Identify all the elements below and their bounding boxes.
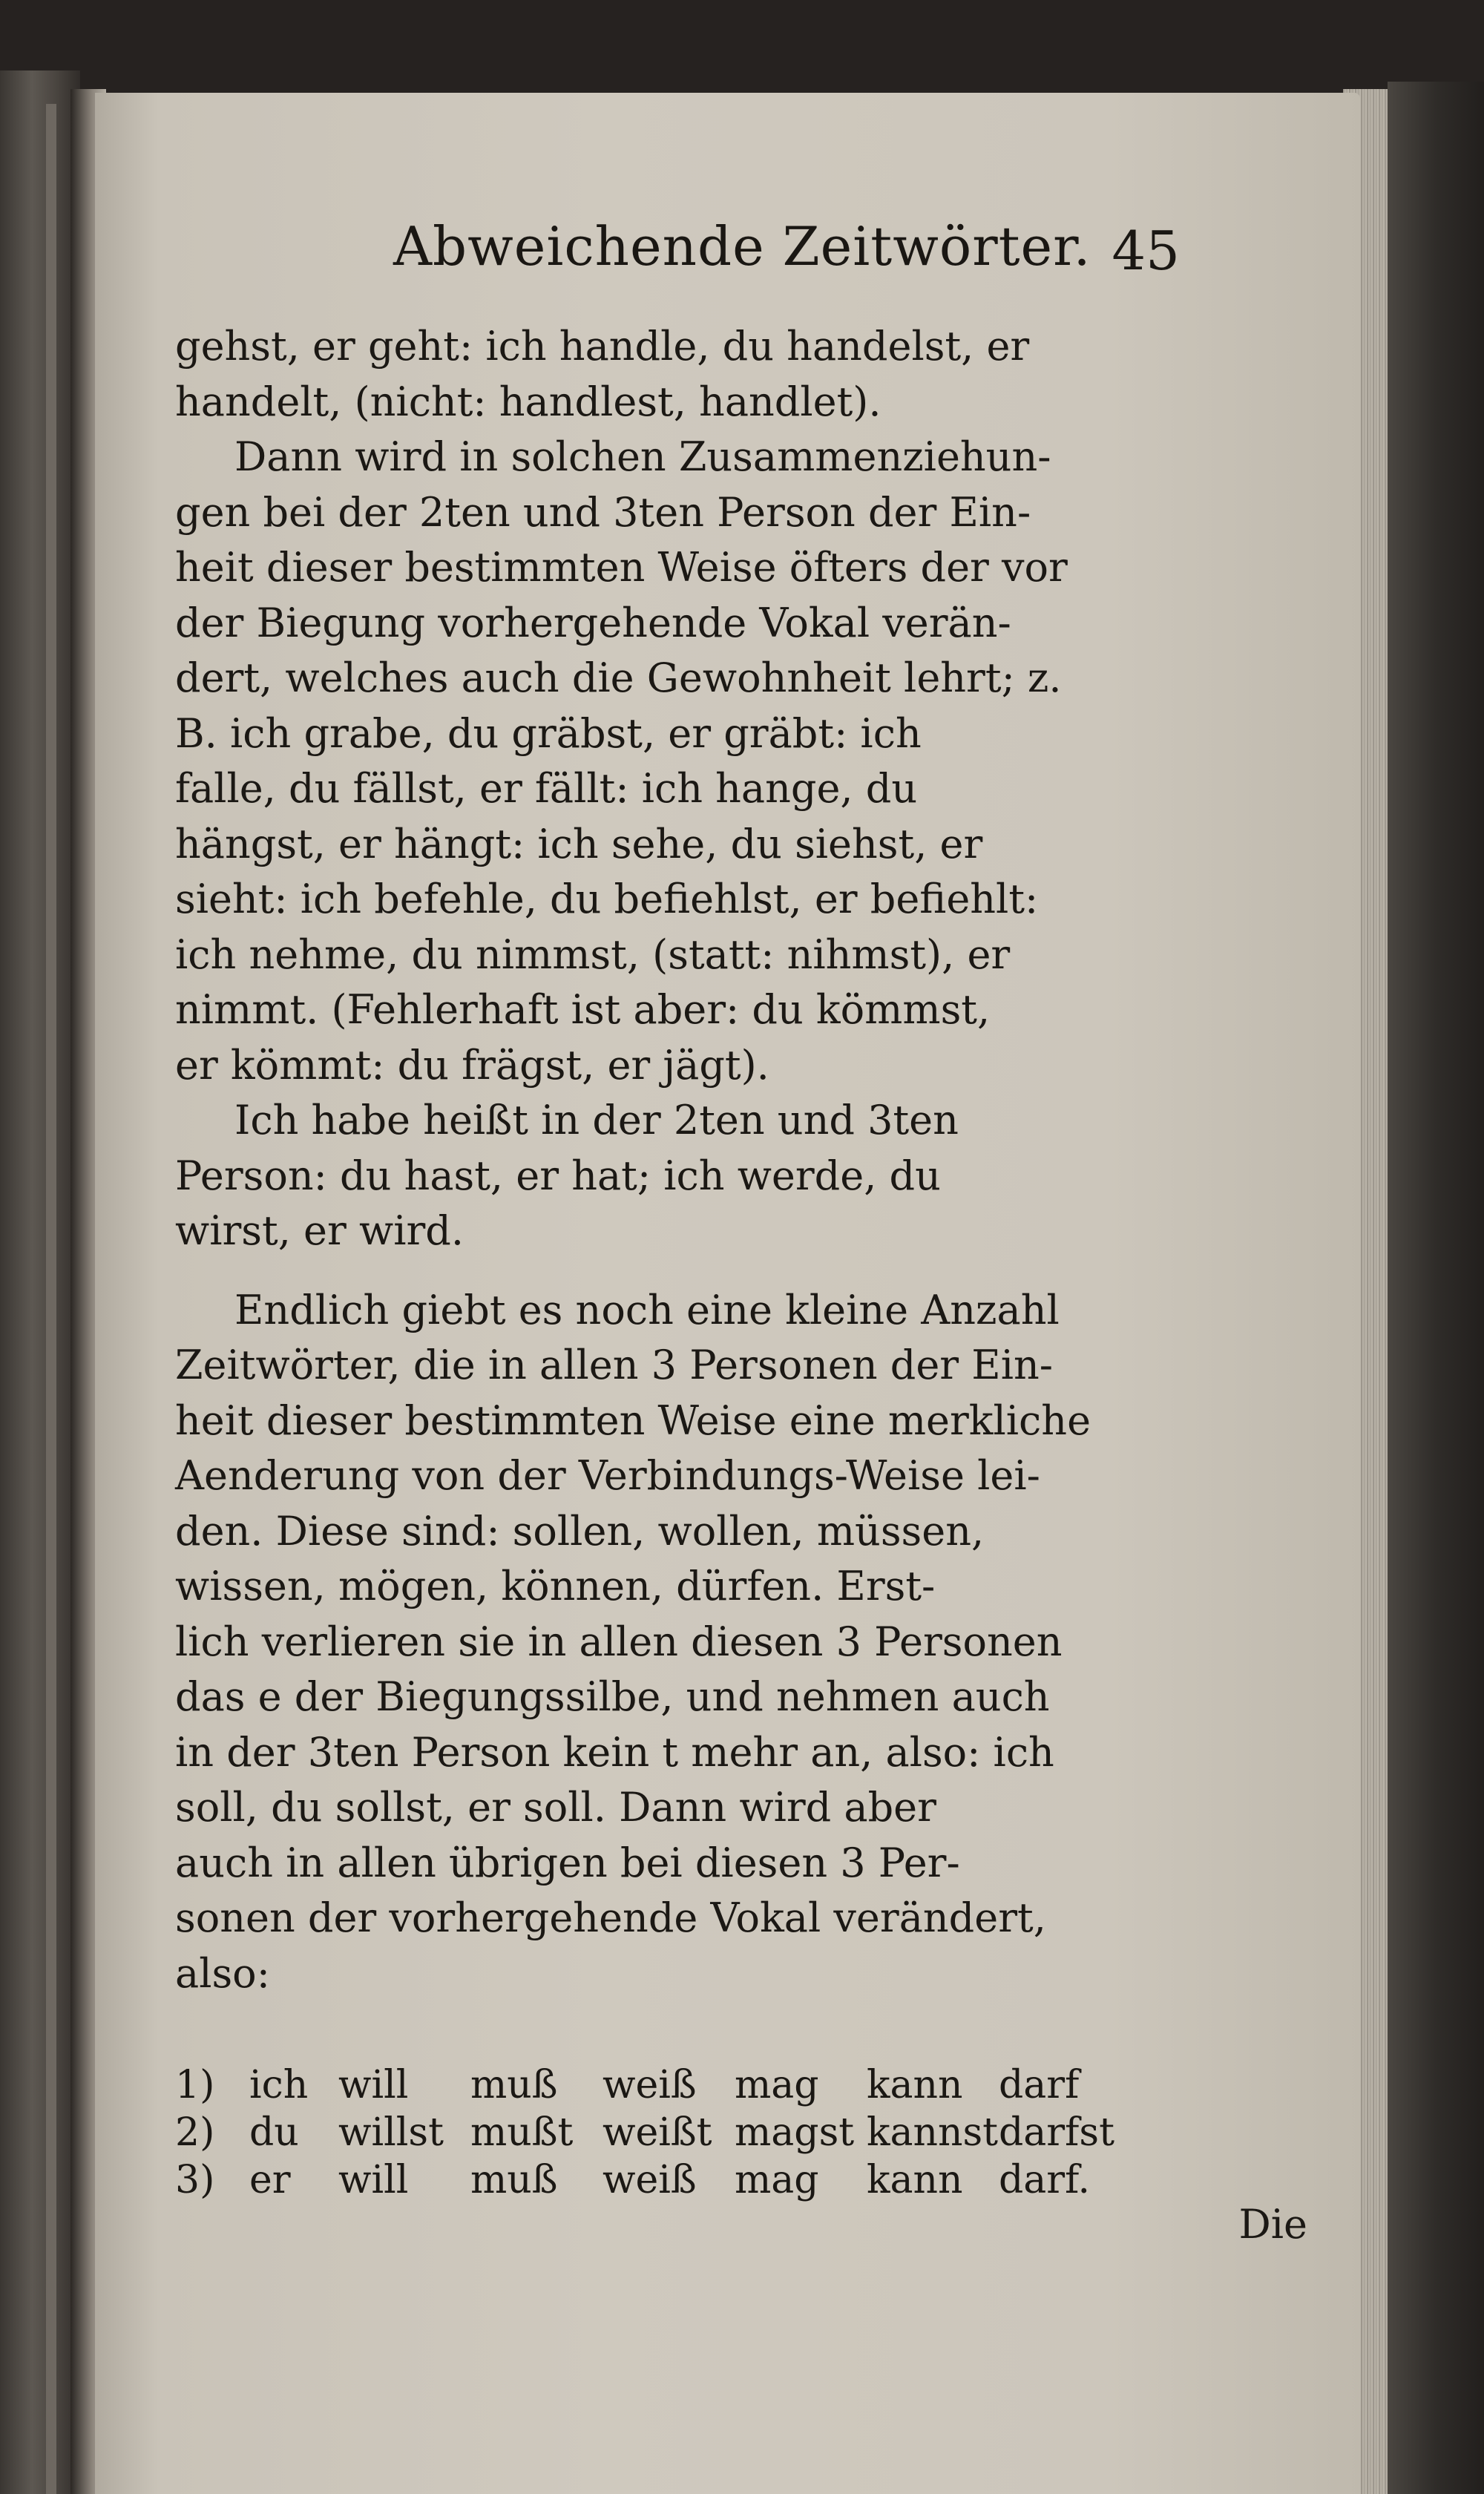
text-line: handelt, (nicht: handlest, handlet).: [175, 378, 881, 425]
verb-form: will: [338, 2063, 409, 2107]
verb-form: muß: [470, 2158, 558, 2202]
conjugation-row: [175, 2158, 1169, 2205]
verb-form: mußt: [470, 2110, 574, 2155]
text-line: wissen, mögen, können, dürfen. Erst-: [175, 1563, 936, 1609]
verb-form: weißt: [603, 2110, 712, 2155]
text-line: B. ich grabe, du gräbst, er gräbt: ich: [175, 709, 922, 757]
pronoun: er: [249, 2158, 291, 2202]
book-cover-edge: [1388, 82, 1484, 2494]
text-line: wirst, er wird.: [175, 1207, 464, 1254]
text-line: dert, welches auch die Gewohnheit lehrt; z.: [175, 654, 1062, 701]
text-line: Zeitwörter, die in allen 3 Personen der Ein-: [175, 1342, 1053, 1388]
text-line: hängst, er hängt: ich sehe, du siehst, er: [175, 820, 983, 867]
catchword: Die: [1238, 2201, 1307, 2248]
text-line: nimmt. (Fehlerhaft ist aber: du kömmst,: [175, 986, 991, 1033]
page-number: 45: [1112, 220, 1180, 282]
text-line: Person: du hast, er hat; ich werde, du: [175, 1152, 941, 1199]
verb-form: mag: [735, 2158, 819, 2202]
running-title: Abweichende Zeitwörter.: [393, 215, 1091, 278]
verb-form: darfst: [999, 2110, 1114, 2155]
text-line: also:: [175, 1949, 270, 1997]
conjugation-row: [175, 2063, 1169, 2110]
pronoun: du: [249, 2110, 299, 2155]
text-line: Dann wird in solchen Zusammenziehun-: [234, 433, 1051, 480]
text-line: sonen der vorhergehende Vokal verändert,: [175, 1894, 1046, 1941]
text-line: soll, du sollst, er soll. Dann wird aber: [175, 1784, 936, 1831]
verb-form: magst: [735, 2110, 855, 2155]
person-number: 2): [175, 2110, 215, 2155]
text-line: falle, du fällst, er fällt: ich hange, du: [175, 765, 918, 812]
verb-form: kann: [867, 2063, 963, 2107]
text-line: gehst, er geht: ich handle, du handelst, er: [175, 323, 1030, 370]
verb-form: muß: [470, 2063, 558, 2107]
text-line: Ich habe heißt in der 2ten und 3ten: [234, 1097, 959, 1143]
text-line: er kömmt: du frägst, er jägt).: [175, 1041, 769, 1089]
text-line: auch in allen übrigen bei diesen 3 Per-: [175, 1839, 960, 1886]
previous-page-edge: [0, 70, 80, 2494]
verb-form: kannst: [867, 2110, 999, 2155]
verb-form: weiß: [603, 2158, 697, 2202]
verb-form: darf: [999, 2063, 1080, 2107]
person-number: 3): [175, 2158, 215, 2202]
verb-form: mag: [735, 2063, 819, 2107]
person-number: 1): [175, 2063, 215, 2107]
verb-form: kann: [867, 2158, 963, 2202]
text-line: heit dieser bestimmten Weise öfters der vor: [175, 544, 1068, 591]
previous-page-margin: [46, 104, 56, 2494]
pronoun: ich: [249, 2063, 309, 2107]
page-header: [393, 215, 1180, 297]
conjugation-row: [175, 2110, 1169, 2158]
text-line: lich verlieren sie in allen diesen 3 Personen: [175, 1618, 1063, 1665]
text-line: ich nehme, du nimmst, (statt: nihmst), er: [175, 931, 1011, 978]
text-line: Aenderung von der Verbindungs-Weise lei-: [175, 1452, 1040, 1499]
text-line: Endlich giebt es noch eine kleine Anzahl: [234, 1286, 1060, 1333]
verb-form: willst: [338, 2110, 444, 2155]
verb-form: darf.: [999, 2158, 1091, 2202]
verb-form: weiß: [603, 2063, 697, 2107]
text-line: gen bei der 2ten und 3ten Person der Ein-: [175, 488, 1031, 536]
text-line: in der 3ten Person kein t mehr an, also: ich: [175, 1728, 1054, 1776]
body-text: [175, 319, 1177, 2001]
text-line: sieht: ich befehle, du befiehlst, er befiehlt:: [175, 876, 1039, 922]
text-line: den. Diese sind: sollen, wollen, müssen,: [175, 1507, 985, 1555]
text-line: das e der Biegungssilbe, und nehmen auch: [175, 1673, 1050, 1720]
conjugation-table: [175, 2063, 1169, 2205]
verb-form: will: [338, 2158, 409, 2202]
text-line: der Biegung vorhergehende Vokal verän-: [175, 599, 1011, 646]
text-line: heit dieser bestimmten Weise eine merkliche: [175, 1397, 1091, 1444]
